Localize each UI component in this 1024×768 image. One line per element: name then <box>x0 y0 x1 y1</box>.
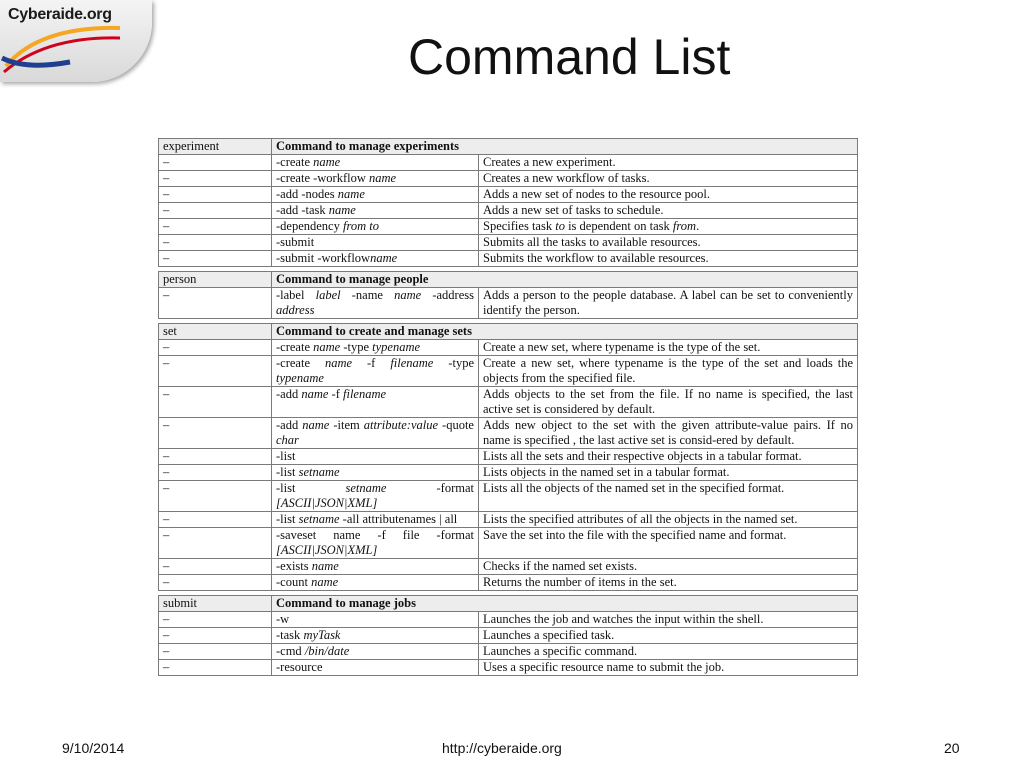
table-row <box>159 387 858 418</box>
description-cell: Checks if the named set exists. <box>479 559 858 575</box>
row-dash: – <box>159 575 272 591</box>
row-dash: – <box>159 512 272 528</box>
section-title: Command to create and manage sets <box>272 324 858 340</box>
command-cell: -submit -workflowname <box>272 251 479 267</box>
row-dash: – <box>159 219 272 235</box>
command-cell: -w <box>272 612 479 628</box>
row-dash: – <box>159 235 272 251</box>
table-row <box>159 481 858 512</box>
table-row <box>159 288 858 319</box>
table-row <box>159 644 858 660</box>
table-row <box>159 356 858 387</box>
command-cell: -create name <box>272 155 479 171</box>
command-cell: -cmd /bin/date <box>272 644 479 660</box>
command-cell: -add -task name <box>272 203 479 219</box>
row-dash: – <box>159 465 272 481</box>
command-cell: -label label -name name -address address <box>272 288 479 319</box>
row-dash: – <box>159 449 272 465</box>
row-dash: – <box>159 187 272 203</box>
logo-swoosh-icon <box>0 22 152 82</box>
command-cell: -list setname -format [ASCII|JSON|XML] <box>272 481 479 512</box>
row-dash: – <box>159 155 272 171</box>
description-cell: Adds objects to the set from the file. If no name is specified, the last active set is considered by default. <box>479 387 858 418</box>
section-key: experiment <box>159 139 272 155</box>
table-row <box>159 251 858 267</box>
command-cell: -count name <box>272 575 479 591</box>
logo-text: Cyberaide.org <box>8 6 112 23</box>
row-dash: – <box>159 612 272 628</box>
table-row <box>159 155 858 171</box>
section-header-person <box>159 272 858 288</box>
description-cell: Returns the number of items in the set. <box>479 575 858 591</box>
command-cell: -exists name <box>272 559 479 575</box>
row-dash: – <box>159 251 272 267</box>
footer-url[interactable]: http://cyberaide.org <box>442 740 562 756</box>
section-title: Command to manage people <box>272 272 858 288</box>
table-row <box>159 171 858 187</box>
description-cell: Save the set into the file with the specified name and format. <box>479 528 858 559</box>
row-dash: – <box>159 559 272 575</box>
section-title: Command to manage jobs <box>272 596 858 612</box>
table-row <box>159 660 858 676</box>
section-header-submit <box>159 596 858 612</box>
cyberaide-logo <box>0 0 152 82</box>
row-dash: – <box>159 418 272 449</box>
description-cell: Launches a specific command. <box>479 644 858 660</box>
table-row <box>159 612 858 628</box>
section-header-set <box>159 324 858 340</box>
table-row <box>159 219 858 235</box>
description-cell: Create a new set, where typename is the type of the set. <box>479 340 858 356</box>
row-dash: – <box>159 644 272 660</box>
description-cell: Lists the specified attributes of all the objects in the named set. <box>479 512 858 528</box>
command-table <box>158 138 858 676</box>
description-cell: Lists all the sets and their respective objects in a tabular format. <box>479 449 858 465</box>
command-cell: -add name -f filename <box>272 387 479 418</box>
description-cell: Lists all the objects of the named set in the specified format. <box>479 481 858 512</box>
row-dash: – <box>159 387 272 418</box>
table-row <box>159 575 858 591</box>
row-dash: – <box>159 660 272 676</box>
description-cell: Creates a new experiment. <box>479 155 858 171</box>
row-dash: – <box>159 171 272 187</box>
section-key: person <box>159 272 272 288</box>
command-cell: -create -workflow name <box>272 171 479 187</box>
description-cell: Adds a person to the people database. A label can be set to conveniently identify the person. <box>479 288 858 319</box>
command-cell: -resource <box>272 660 479 676</box>
row-dash: – <box>159 203 272 219</box>
section-header-experiment <box>159 139 858 155</box>
description-cell: Submits the workflow to available resources. <box>479 251 858 267</box>
description-cell: Adds new object to the set with the given attribute-value pairs. If no name is specified , the last active set is consid-ered by default. <box>479 418 858 449</box>
row-dash: – <box>159 356 272 387</box>
table-row <box>159 235 858 251</box>
table-row <box>159 528 858 559</box>
description-cell: Launches the job and watches the input within the shell. <box>479 612 858 628</box>
description-cell: Uses a specific resource name to submit the job. <box>479 660 858 676</box>
section-key: submit <box>159 596 272 612</box>
description-cell: Specifies task to is dependent on task from. <box>479 219 858 235</box>
footer-date: 9/10/2014 <box>62 740 125 756</box>
command-cell: -list setname -all attributenames | all <box>272 512 479 528</box>
table-row <box>159 340 858 356</box>
command-table-body <box>159 139 858 676</box>
table-row <box>159 203 858 219</box>
table-row <box>159 512 858 528</box>
section-title: Command to manage experiments <box>272 139 858 155</box>
row-dash: – <box>159 481 272 512</box>
command-cell: -dependency from to <box>272 219 479 235</box>
description-cell: Submits all the tasks to available resources. <box>479 235 858 251</box>
command-cell: -add -nodes name <box>272 187 479 203</box>
command-cell: -list <box>272 449 479 465</box>
command-cell: -create name -f filename -type typename <box>272 356 479 387</box>
command-cell: -create name -type typename <box>272 340 479 356</box>
description-cell: Launches a specified task. <box>479 628 858 644</box>
table-row <box>159 418 858 449</box>
row-dash: – <box>159 528 272 559</box>
description-cell: Creates a new workflow of tasks. <box>479 171 858 187</box>
command-cell: -submit <box>272 235 479 251</box>
description-cell: Lists objects in the named set in a tabular format. <box>479 465 858 481</box>
description-cell: Create a new set, where typename is the type of the set and loads the objects from the specified file. <box>479 356 858 387</box>
row-dash: – <box>159 288 272 319</box>
command-cell: -task myTask <box>272 628 479 644</box>
page-number: 20 <box>944 740 960 756</box>
command-cell: -add name -item attribute:value -quote char <box>272 418 479 449</box>
slide-title: Command List <box>408 29 731 85</box>
table-row <box>159 559 858 575</box>
table-row <box>159 628 858 644</box>
table-row <box>159 187 858 203</box>
section-key: set <box>159 324 272 340</box>
command-cell: -list setname <box>272 465 479 481</box>
row-dash: – <box>159 628 272 644</box>
table-row <box>159 449 858 465</box>
command-cell: -saveset name -f file -format [ASCII|JSON|XML] <box>272 528 479 559</box>
description-cell: Adds a new set of tasks to schedule. <box>479 203 858 219</box>
description-cell: Adds a new set of nodes to the resource pool. <box>479 187 858 203</box>
table-row <box>159 465 858 481</box>
row-dash: – <box>159 340 272 356</box>
